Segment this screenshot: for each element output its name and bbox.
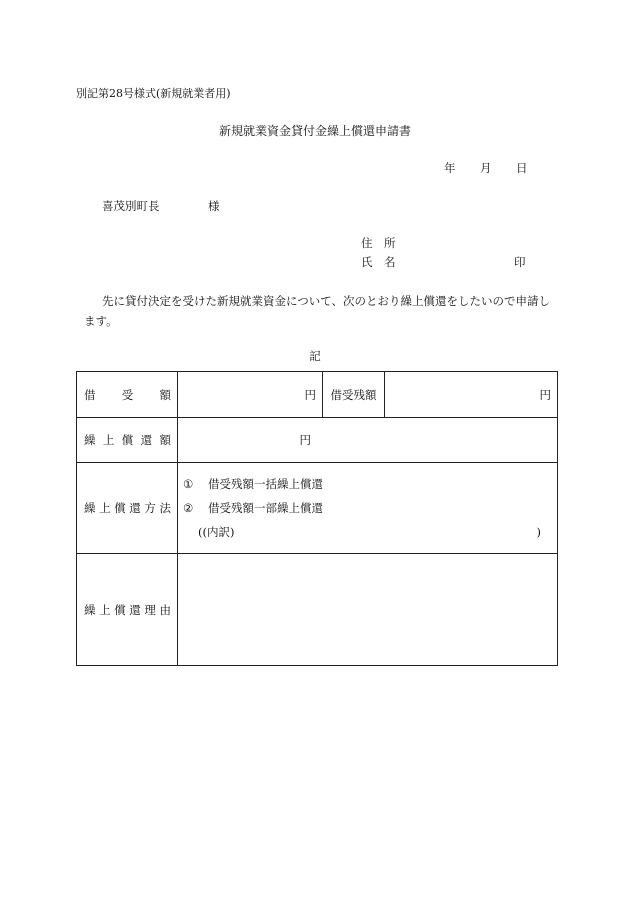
prepay-amount-label-char: 上 [102,433,115,447]
prepay-method-label-char: 償 [114,501,126,515]
prepay-reason-label-char: 還 [129,602,141,617]
seal-mark: 印 [514,255,526,269]
prepay-method-label-cell [77,463,178,554]
yen-unit: 円 [304,387,316,402]
loan-amount-label-char: 借 [84,387,96,402]
option-text: 借受残額一括繰上償還 [208,477,323,491]
breakdown-close-paren: ) [536,525,541,539]
prepay-method-options [178,463,558,554]
loan-amount-field[interactable] [178,372,323,418]
loan-amount-label-char: 額 [159,387,171,402]
loan-amount-row [77,372,558,418]
prepay-method-label-char: 上 [99,501,111,515]
prepay-reason-label-char: 上 [99,602,111,617]
prepay-amount-label-char: 額 [159,433,171,447]
prepay-reason-label-char: 償 [114,602,126,617]
option-marker: ① [183,477,194,491]
ki-heading: 記 [309,349,321,363]
breakdown-field[interactable] [178,520,557,544]
prepay-amount-label-char: 償 [121,433,134,447]
prepay-method-label-char: 繰 [84,501,96,515]
addressee-honorific: 様 [208,199,220,213]
form-number: 別記第28号様式(新規就業者用) [76,87,231,100]
prepay-reason-label-char: 繰 [84,602,96,617]
option-text: 借受残額一部繰上償還 [208,501,323,515]
breakdown-open-label: ((内訳) [198,525,235,539]
prepay-reason-row [77,554,558,666]
prepay-amount-label-cell [77,418,178,463]
applicant-address-label: 住 所 [361,236,396,250]
loan-amount-label-cell [77,372,178,418]
addressee-name: 喜茂別町長 [102,199,160,213]
remaining-balance-label: 借受残額 [323,372,385,418]
prepay-amount-label-char: 繰 [84,433,96,447]
prepay-reason-label-char: 理 [144,602,156,617]
prepay-method-label-char: 法 [159,501,171,515]
date-day-label: 日 [516,161,528,175]
option-marker: ② [183,501,194,515]
yen-unit: 円 [539,387,551,402]
prepay-amount-row [77,418,558,463]
yen-unit: 円 [299,433,311,447]
document-title: 新規就業資金貸付金繰上償還申請書 [218,124,411,138]
prepay-method-label-char: 方 [144,501,156,515]
prepay-reason-field[interactable] [178,554,558,666]
date-month-label: 月 [480,161,492,175]
application-table [76,371,558,666]
prepay-amount-field[interactable] [178,418,558,463]
prepay-method-row [77,463,558,554]
prepay-reason-label-cell [77,554,178,666]
date-year-label: 年 [444,161,456,175]
body-text: 先に貸付決定を受けた新規就業資金について、次のとおり繰上償還をしたいので申請します。 [84,294,551,328]
applicant-name-label: 氏 名 [361,255,396,269]
prepay-method-label-char: 還 [129,501,141,515]
prepay-amount-label-char: 還 [140,433,153,447]
remaining-balance-field[interactable] [385,372,558,418]
loan-amount-label-char: 受 [121,387,134,402]
method-option-partial[interactable] [178,496,557,520]
prepay-reason-label-char: 由 [159,602,171,617]
method-option-lump-sum[interactable] [178,472,557,496]
